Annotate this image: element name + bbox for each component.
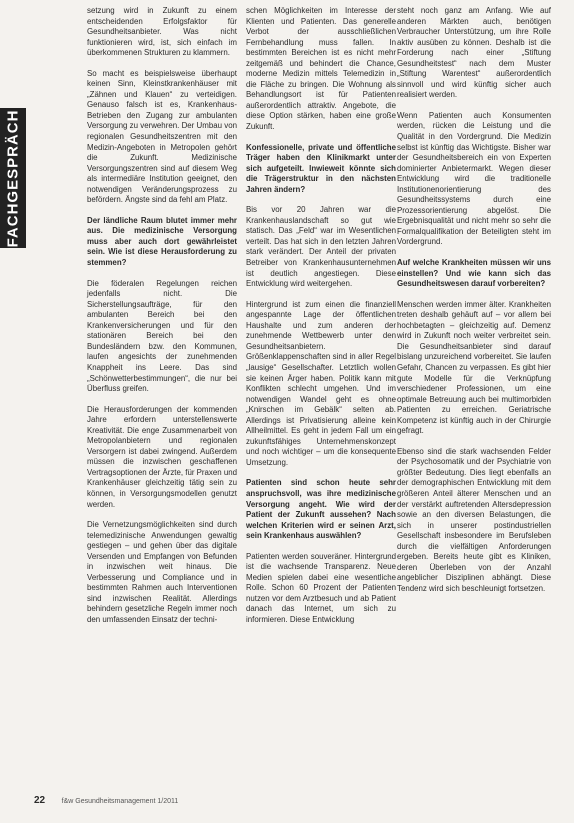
interview-question: Konfessionelle, private und öffentliche Träger haben den Klinikmarkt unter sich aufgeteilt. Inwieweit könnte sich die Trägerstruktur in den nächsten Jahren ändern? [246, 142, 396, 194]
section-tab [0, 108, 26, 248]
paragraph: Die Herausforderungen der kommenden Jahre erfordern unterstellenswerte Kreativität. Die enge Zusammenarbeit von Metropolanbietern und regionalen Versorgern ist dabei zwingend. Außerdem müssen die inzwischen geschaffenen Vertragsoptionen der Ärzte, für Praxen und Krankenhäuser gleichzeitig tätig sein zu können, in Versorgungsmodellen genutzt werden. [87, 404, 238, 509]
paragraph: Wenn Patienten auch Konsumenten werden, rücken die Leistung und die Qualität in den Vordergrund. Die Medizin selbst ist künftig das Wichtigste. Bisher war der Gesundheitsbereich ein von Experten dominierter Anbietermarkt. Wegen dieser Entwicklung wird die traditionelle Institutionenorientierung des Gesundheitssystems durch eine Prozessorientierung abgelöst. Die Ergebnisqualität und nicht mehr so sehr die Formalqualifikation der Beteiligten steht im Vordergrund. [397, 110, 551, 247]
page-number: 22 [34, 795, 46, 806]
paragraph: Die Vernetzungsmöglichkeiten sind durch telemedizinische Anwendungen gewaltig gestiegen – und gehen über das digitale Versenden und Empfangen von Befunden in inzwischen weit hinaus. Die Verbesserung und Compliance und in bestimmten Rahmen auch Interventionen sind inzwischen Realität. Allerdings behindern gesetzliche Regeln immer noch den umfassenden Einsatz der techni- [87, 520, 237, 624]
paragraph: Patienten werden souveräner. Hintergrund ist die wachsende Transparenz. Neue Medien spielen dabei eine wesentliche Rolle. Schon 60 Prozent der Patienten nutzen vor dem Arztbesuch und ab Patient danach das Internet, um sich zu informieren. Diese Entwicklung [246, 551, 396, 624]
paragraph: schen Möglichkeiten im Interesse der Klienten und Patienten. Das generelle Verbot der ausschließlichen Fernbehandlung muss fallen. In bestimmten Bereichen ist es nicht mehr zeitgemäß und behindert die Chance, moderne Medizin mittels Telemedizin in die Fläche zu bringen. Die Wohnung als Behandlungsort ist für Patienten außerordentlich attraktiv. Angebote, die diese Option stärken, haben eine große Zukunft. [246, 6, 396, 132]
journal-name: f&w Gesundheitsmanagement 1/2011 [61, 798, 179, 805]
paragraph: Menschen werden immer älter. Krankheiten treten deshalb gehäuft auf – vor allem bei hochbetagten – gleichzeitig auf. Demenz wird in Zukunft noch weiter verbreitet sein. Die Gesundheitsanbieter sind darauf bislang unzureichend vorbereitet. Sie laufen Gefahr, Chancen zu verpassen. Es gibt hier gute Modelle für die Verknüpfung verschiedener Professionen, um eine optimale Betreuung auch bei multimorbiden Patienten zu erreichen. Geriatrische Kompetenz ist künftig auch in der Chirurgie gefragt. [397, 299, 551, 436]
paragraph: Die föderalen Regelungen reichen jedenfalls nicht. Die Sicherstellungsaufträge, für den ambulanten Bereich bei den Krankenversicherungen und für den stationären Bereich bei den Bundesländern bzw. den Kommunen, laufen angesichts der zunehmenden Knappheit ins Leere. Das sind „Schönwetterbestimmungen“, die nur bei Überfluss greifen. [87, 278, 237, 394]
paragraph: setzung wird in Zukunft zu einem entscheidenden Erfolgsfaktor für Gesundheitsanbieter. Was nicht funktionieren wird, ist, sich einfach im überkommenen Strukturen zu klammern. [87, 6, 237, 58]
paragraph: Hintergrund ist zum einen die finanziell angespannte Lage der öffentlichen Haushalte und zum anderen der zunehmende Wettbewerb unter den Gesundheitsanbietern. Größenklappenschaften sind in aller Regel „lausige“ Gesellschafter. Letztlich wollen sie keinen Ärger haben. Politik kann mit Konflikten schlecht umgehen. Und im notwendigen Wandel geht es ohne „Knirschen im Gebälk“ selten ab. Allerdings ist Privatisierung alleine kein Allheilmittel. Es geht in jedem Fall um ein zukunftsfähiges Unternehmenskonzept und noch wichtiger – um die konsequente Umsetzung. [246, 299, 396, 467]
paragraph: steht noch ganz am Anfang. Wie auf anderen Märkten auch, benötigen Verbraucher Unterstützung, um ihre Rolle aktiv ausüben zu können. Deshalb ist die Forderung nach einer „Stiftung Gesundheitstest“ nach dem Muster „Stiftung Warentest“ außerordentlich sinnvoll und wird künftig sicher auch realisiert werden. [397, 6, 551, 100]
paragraph: Ebenso sind die stark wachsenden Felder der Psychosomatik und der Psychiatrie von größter Bedeutung. Dies liegt ebenfalls an der demographischen Entwicklung mit dem größeren Anteil älterer Menschen und an der verstärkt auftretenden Altersdepression sowie an den diversen Belastungen, die sich in unserer postindustriellen Gesellschaft insbesondere im Berufsleben durch die vielfältigen Anforderungen ergeben. Bereits heute gibt es Kliniken, deren Überleben von der Anzahl angeblicher Disziplinen abhängt. Diese Tendenz wird sich beschleunigt fortsetzen. [397, 446, 551, 593]
paragraph: So macht es beispielsweise überhaupt keinen Sinn, Kleinstkrankenhäuser mit „Zähnen und Klauen“ zu verteidigen. Genauso falsch ist es, Krankenhaus-Betrieben den Zugang zur ambulanten Versorgung zu verwehren. Der Umbau von regionalen Gesundheitszentren mit den Medizin-Angeboten in Metropolen gehört die Zukunft. Medizinische Versorgungszentren sind auf diesem Weg als intermediäre Institution geeignet, den notwendigen Veränderungsprozess zu befördern. Ängste sind da fehl am Platz. [87, 68, 237, 205]
text-column-3 [397, 6, 551, 604]
interview-question: Patienten sind schon heute sehr anspruchsvoll, was ihre medizinische Versorgung angeht. Wie wird der Patient der Zukunft aussehen? Nach welchen Kriterien wird er seinen Arzt, sein Krankenhaus auswählen? [246, 478, 396, 541]
interview-question: Auf welche Krankheiten müssen wir uns einstellen? Und wie kann sich das Gesundheitswesen darauf vorbereiten? [397, 258, 551, 289]
interview-question: Der ländliche Raum blutet immer mehr aus. Die medizinische Versorgung muss aber auch dort gewährleistet sein. Wie ist diese Herausforderung zu stemmen? [87, 215, 237, 268]
text-column-2 [246, 6, 396, 636]
paragraph: Bis vor 20 Jahren war die Krankenhauslandschaft so gut wie statisch. Das „Feld“ war im Wesentlichen verteilt. Das hat sich in den letzten Jahren stark verändert. Der Anteil der privaten Betreiber von Krankenhausunternehmen ist deutlich angestiegen. Diese Entwicklung wird weitergehen. [246, 205, 396, 289]
page-footer [34, 795, 178, 806]
text-column-1 [87, 6, 237, 636]
section-label: FACHGESPRÄCH [4, 109, 22, 247]
